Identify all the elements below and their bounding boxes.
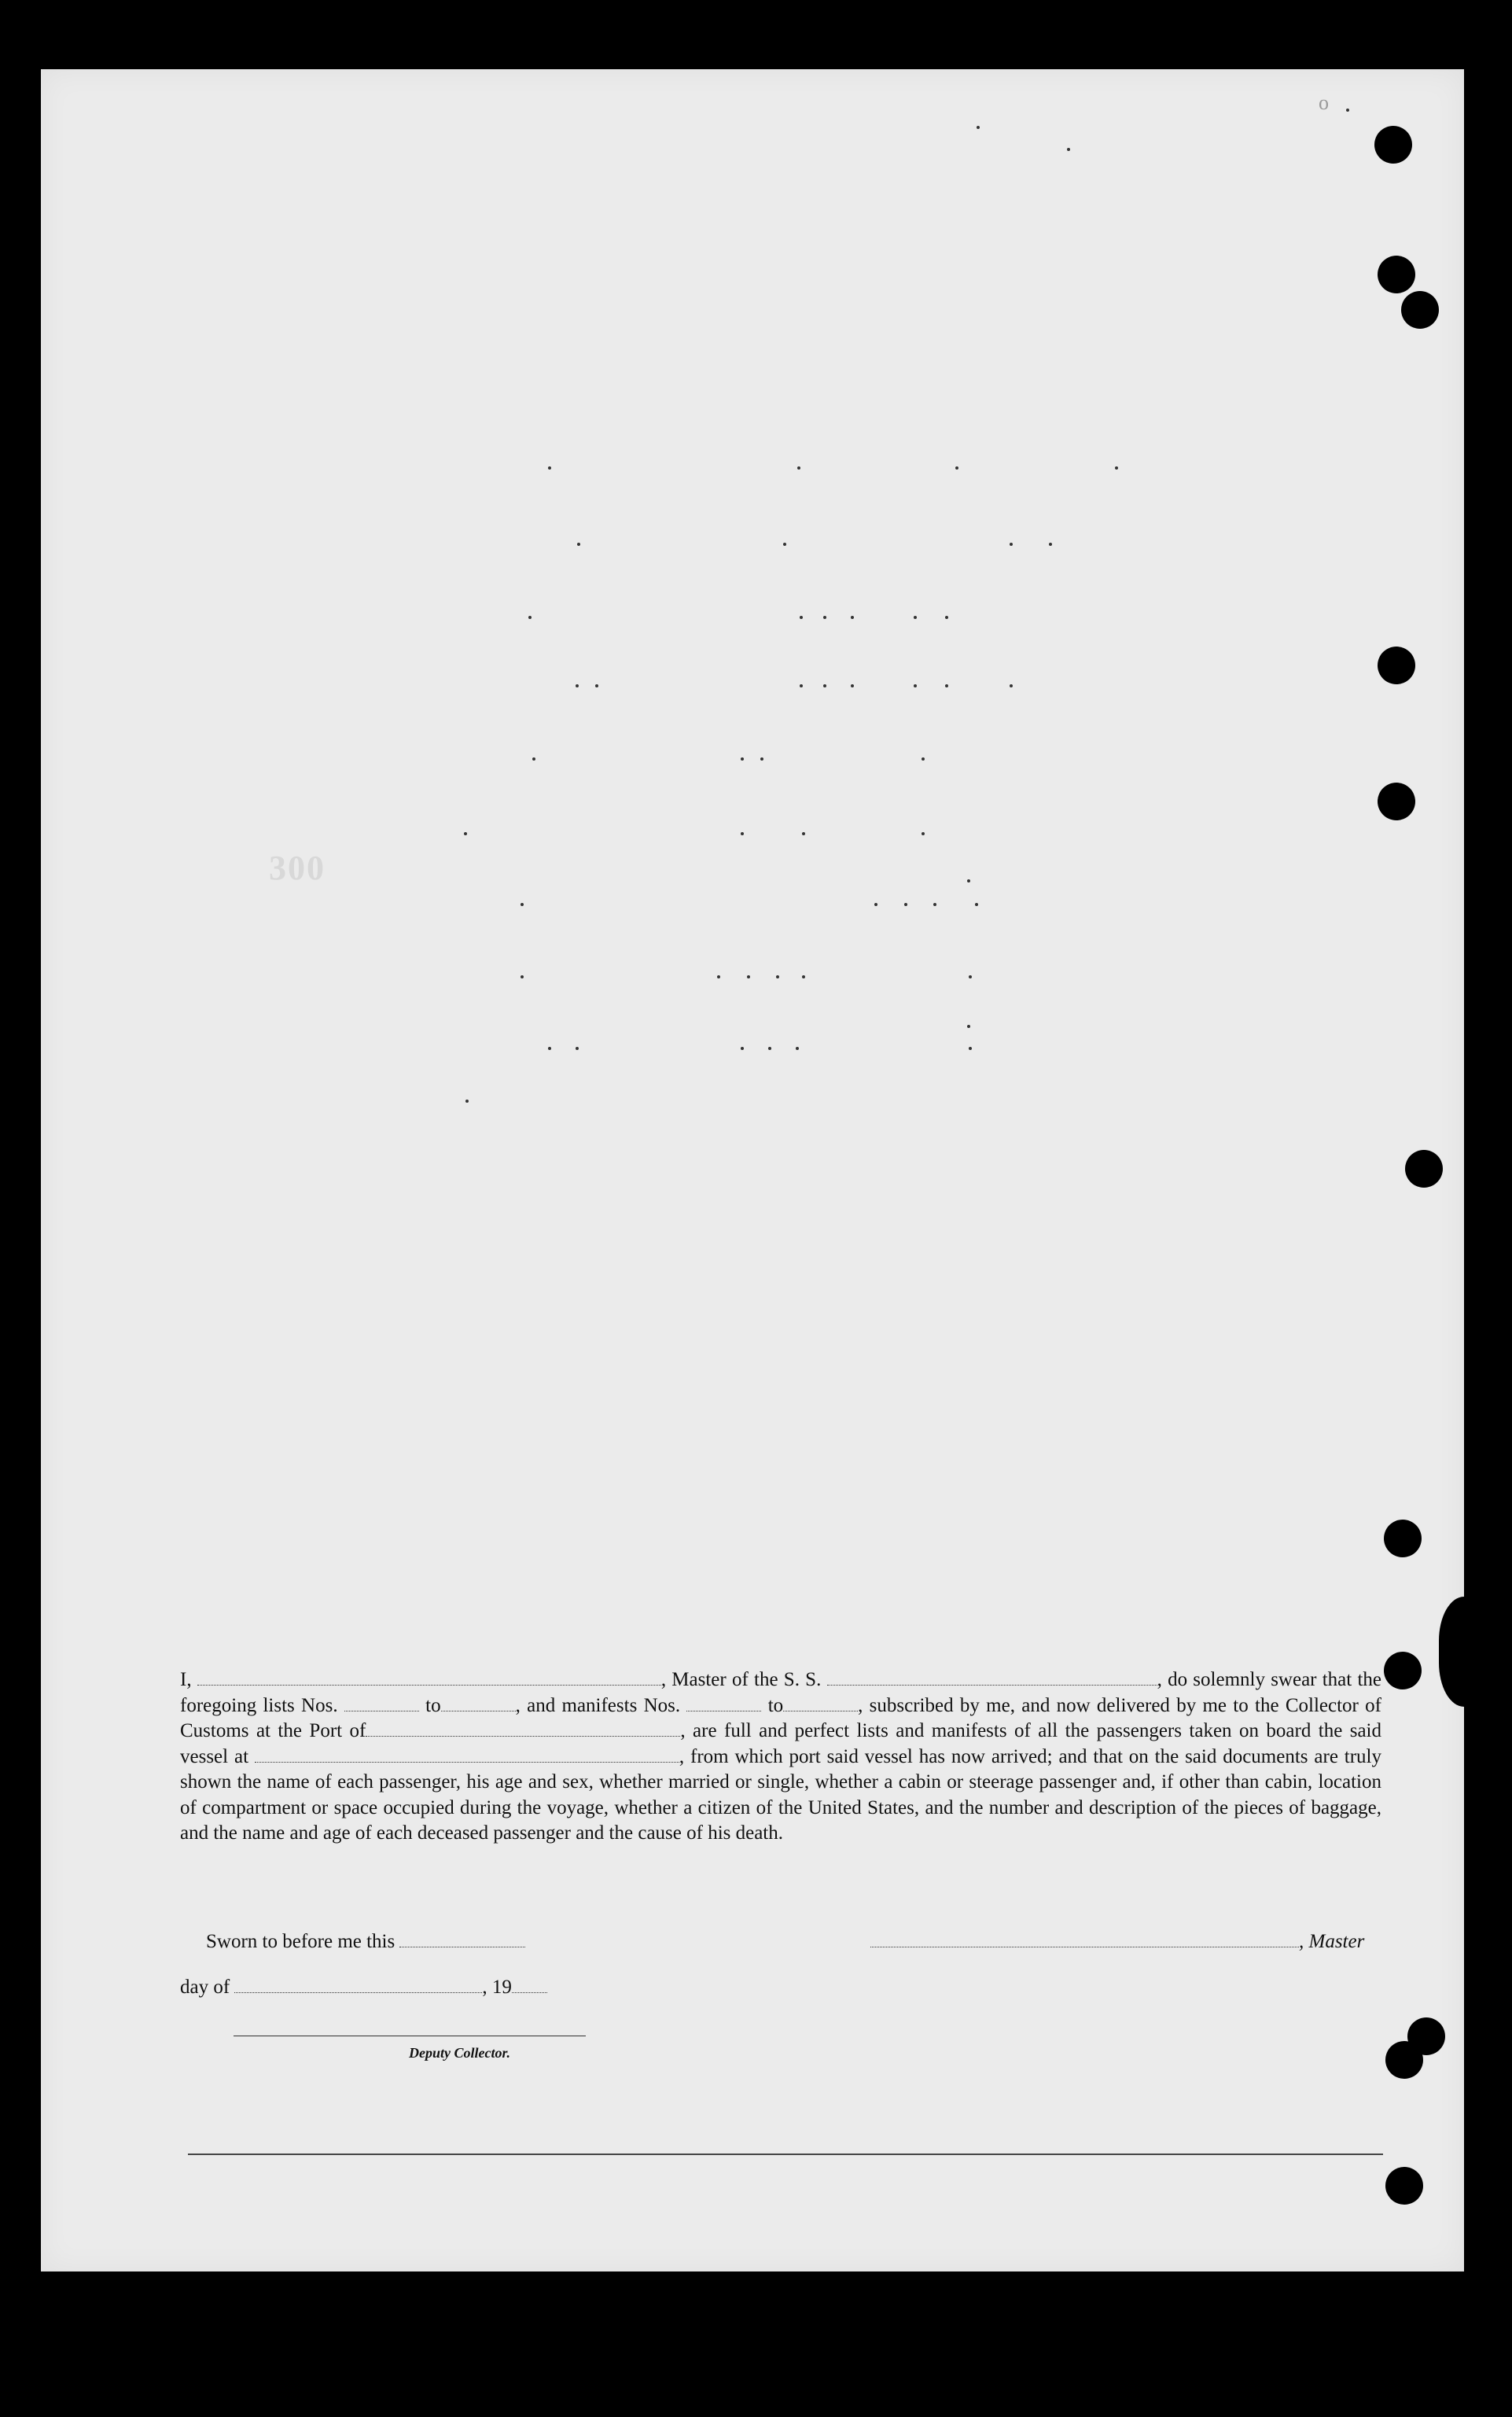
punch-hole — [1401, 291, 1439, 329]
punch-hole — [1378, 647, 1415, 684]
oath-paragraph — [180, 1667, 1381, 1847]
bottom-rule — [188, 2154, 1383, 2155]
departure-port-blank[interactable] — [255, 1746, 679, 1763]
punch-hole — [1385, 2041, 1423, 2079]
oath-text-5: , and manifests Nos. — [515, 1694, 681, 1716]
day-of-label: day of — [180, 1977, 230, 1998]
punch-hole — [1405, 1150, 1443, 1188]
faint-page-number: 300 — [269, 849, 326, 887]
lists-to-blank[interactable] — [441, 1695, 516, 1711]
punch-hole — [1378, 256, 1415, 293]
sworn-label: Sworn to before me this — [206, 1931, 395, 1952]
sworn-day-blank[interactable] — [399, 1931, 525, 1947]
day-of-row — [180, 1977, 547, 1999]
punch-hole — [1374, 126, 1412, 164]
oath-text-6: to — [767, 1694, 784, 1716]
port-blank[interactable] — [366, 1720, 680, 1737]
oath-text-2: , Master of the S. S. — [660, 1669, 822, 1690]
manifests-from-blank[interactable] — [686, 1695, 761, 1711]
form-page — [41, 69, 1464, 2271]
lists-from-blank[interactable] — [344, 1695, 419, 1711]
month-blank[interactable] — [234, 1977, 482, 1993]
oath-text-1: I, — [180, 1669, 192, 1690]
punch-hole — [1385, 2167, 1423, 2205]
manifests-to-blank[interactable] — [783, 1695, 858, 1711]
corner-mark: o — [1319, 91, 1329, 114]
oath-text-7: , subscribed by me, and now delivered by me to the Collector of Customs at the Port of — [180, 1694, 1381, 1741]
oath-text-8: , are full and perfect lists and manifests of all the passengers taken on board the said vessel at — [180, 1720, 1382, 1767]
year-blank[interactable] — [512, 1977, 547, 1993]
master-signature-row — [870, 1931, 1364, 1953]
oath-text-3: , do solemnly swear that the foregoing lists Nos. — [180, 1669, 1381, 1716]
vessel-name-blank[interactable] — [827, 1669, 1157, 1686]
master-name-blank[interactable] — [197, 1669, 661, 1686]
punch-hole — [1378, 783, 1415, 820]
punch-hole — [1384, 1520, 1422, 1557]
deputy-collector-label: Deputy Collector. — [409, 2045, 510, 2061]
year-prefix: , 19 — [482, 1977, 512, 1998]
edge-tear — [1439, 1597, 1502, 1707]
master-label: , Master — [1299, 1931, 1365, 1952]
master-signature-blank[interactable] — [870, 1931, 1299, 1947]
oath-text-4: to — [425, 1694, 441, 1716]
punch-hole — [1384, 1652, 1422, 1689]
oath-text-9: , from which port said vessel has now arrived; and that on the said documents are truly shown the name of each passenger, his age and sex, whether married or single, whether a cabin or steerage passenger and, if other than cabin, location of compartment or space occupied during the voyage, whether a citizen of the United States, and the number and description of the pieces of baggage, and the name and age of each deceased passenger and the cause of his death. — [180, 1745, 1382, 1844]
